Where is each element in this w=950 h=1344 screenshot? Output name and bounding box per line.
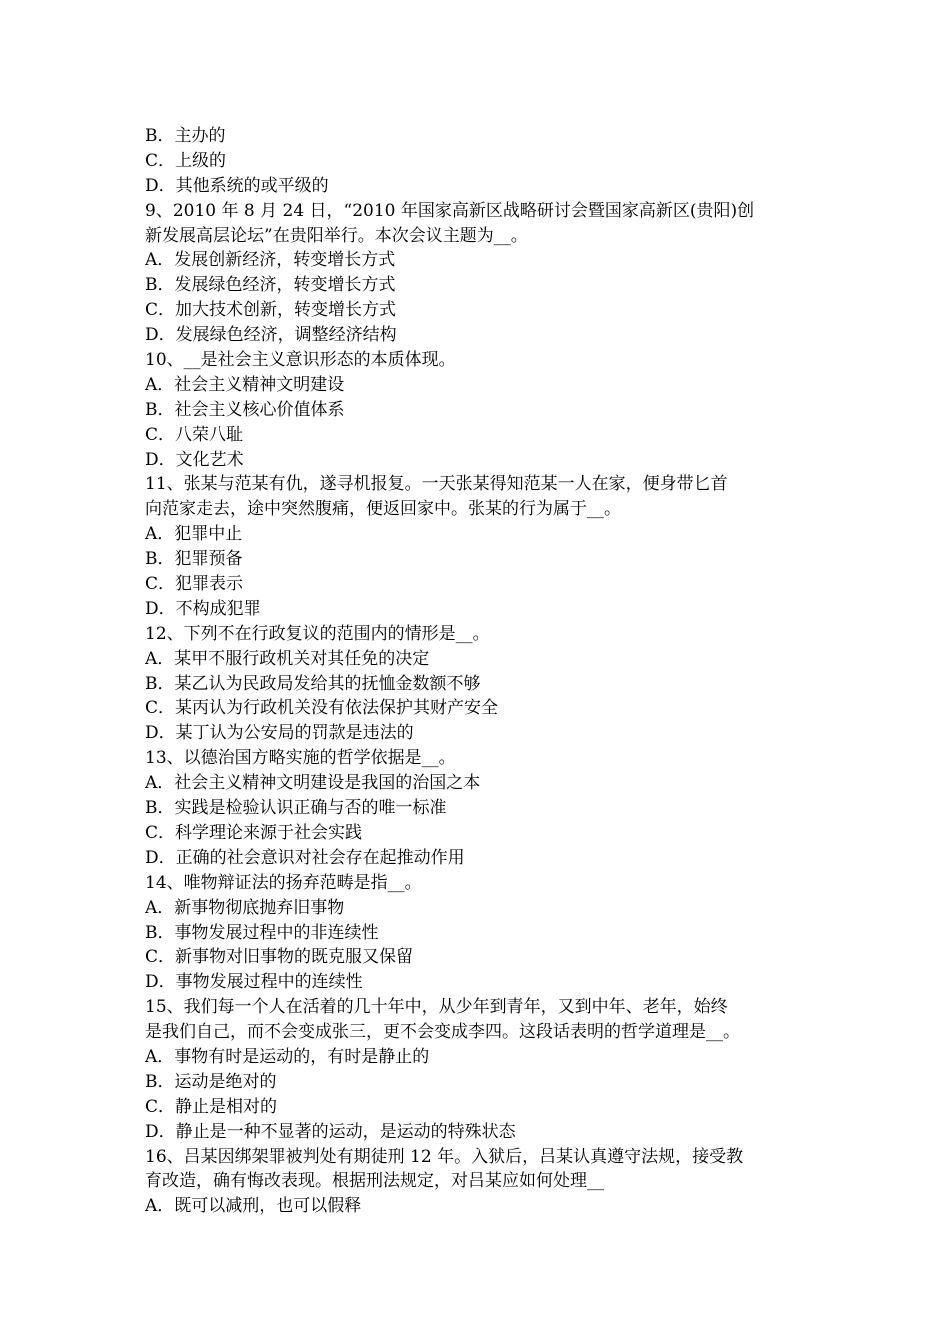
text-line: D．其他系统的或平级的 <box>145 175 329 196</box>
text-line: B．事物发展过程中的非连续性 <box>145 922 379 943</box>
text-line: 向范家走去，途中突然腹痛，便返回家中。张某的行为属于__。 <box>145 499 621 520</box>
text-line: D．正确的社会意识对社会存在起推动作用 <box>145 847 465 868</box>
text-line: 13、以德治国方略实施的哲学依据是__。 <box>145 748 456 769</box>
text-line: D．文化艺术 <box>145 449 244 470</box>
text-line: C．八荣八耻 <box>145 424 244 445</box>
document-body <box>145 124 815 1219</box>
text-line: C．新事物对旧事物的既克服又保留 <box>145 947 414 968</box>
text-line: C．加大技术创新，转变增长方式 <box>145 300 397 321</box>
text-line: 新发展高层论坛”在贵阳举行。本次会议主题为__。 <box>145 225 528 246</box>
text-line: A．发展创新经济，转变增长方式 <box>145 250 396 271</box>
text-line: B．主办的 <box>145 126 226 146</box>
text-line: B．某乙认为民政局发给其的抚恤金数额不够 <box>145 673 481 694</box>
text-line: D．发展绿色经济，调整经济结构 <box>145 325 397 346</box>
text-line: 12、下列不在行政复议的范围内的情形是__。 <box>145 623 490 644</box>
text-line: B．发展绿色经济，转变增长方式 <box>145 275 396 296</box>
text-line: B．社会主义核心价值体系 <box>145 399 345 420</box>
text-line: D．静止是一种不显著的运动，是运动的特殊状态 <box>145 1121 516 1142</box>
text-line: 是我们自己，而不会变成张三，更不会变成李四。这段话表明的哲学道理是__。 <box>145 1022 740 1043</box>
text-line: C．上级的 <box>145 150 227 171</box>
text-line: A．犯罪中止 <box>145 524 243 545</box>
text-line: C．某丙认为行政机关没有依法保护其财产安全 <box>145 698 499 719</box>
text-line: B．实践是检验认识正确与否的唯一标准 <box>145 798 447 819</box>
text-line: B．犯罪预备 <box>145 549 243 570</box>
text-line: 11、张某与范某有仇，遂寻机报复。一天张某得知范某一人在家，便身带匕首 <box>145 474 728 495</box>
text-line: D．事物发展过程中的连续性 <box>145 972 363 993</box>
text-line: C．静止是相对的 <box>145 1096 278 1117</box>
text-line: C．犯罪表示 <box>145 574 244 595</box>
text-line: 10、__是社会主义意识形态的本质体现。 <box>145 350 456 371</box>
text-line: A．社会主义精神文明建设是我国的治国之本 <box>145 773 481 794</box>
text-line: B．运动是绝对的 <box>145 1071 277 1092</box>
text-line: D．某丁认为公安局的罚款是违法的 <box>145 723 414 744</box>
text-line: D．不构成犯罪 <box>145 598 261 619</box>
text-line: 15、我们每一个人在活着的几十年中，从少年到青年，又到中年、老年，始终 <box>145 997 728 1018</box>
text-line: 14、唯物辩证法的扬弃范畴是指__。 <box>145 872 422 893</box>
text-line: A．事物有时是运动的，有时是静止的 <box>145 1046 430 1067</box>
text-line: A．新事物彻底抛弃旧事物 <box>145 897 345 918</box>
text-line: 16、吕某因绑架罪被判处有期徒刑 12 年。入狱后，吕某认真遵守法规，接受教 <box>145 1146 744 1167</box>
text-line: A．社会主义精神文明建设 <box>145 374 345 395</box>
text-line: 育改造，确有悔改表现。根据刑法规定，对吕某应如何处理__ <box>145 1171 604 1192</box>
text-line: 9、2010 年 8 月 24 日，“2010 年国家高新区战略研讨会暨国家高新区(贵阳)创 <box>145 200 755 221</box>
text-line: A．既可以减刑，也可以假释 <box>145 1196 362 1217</box>
text-line: A．某甲不服行政机关对其任免的决定 <box>145 648 430 669</box>
text-line: C．科学理论来源于社会实践 <box>145 822 363 843</box>
